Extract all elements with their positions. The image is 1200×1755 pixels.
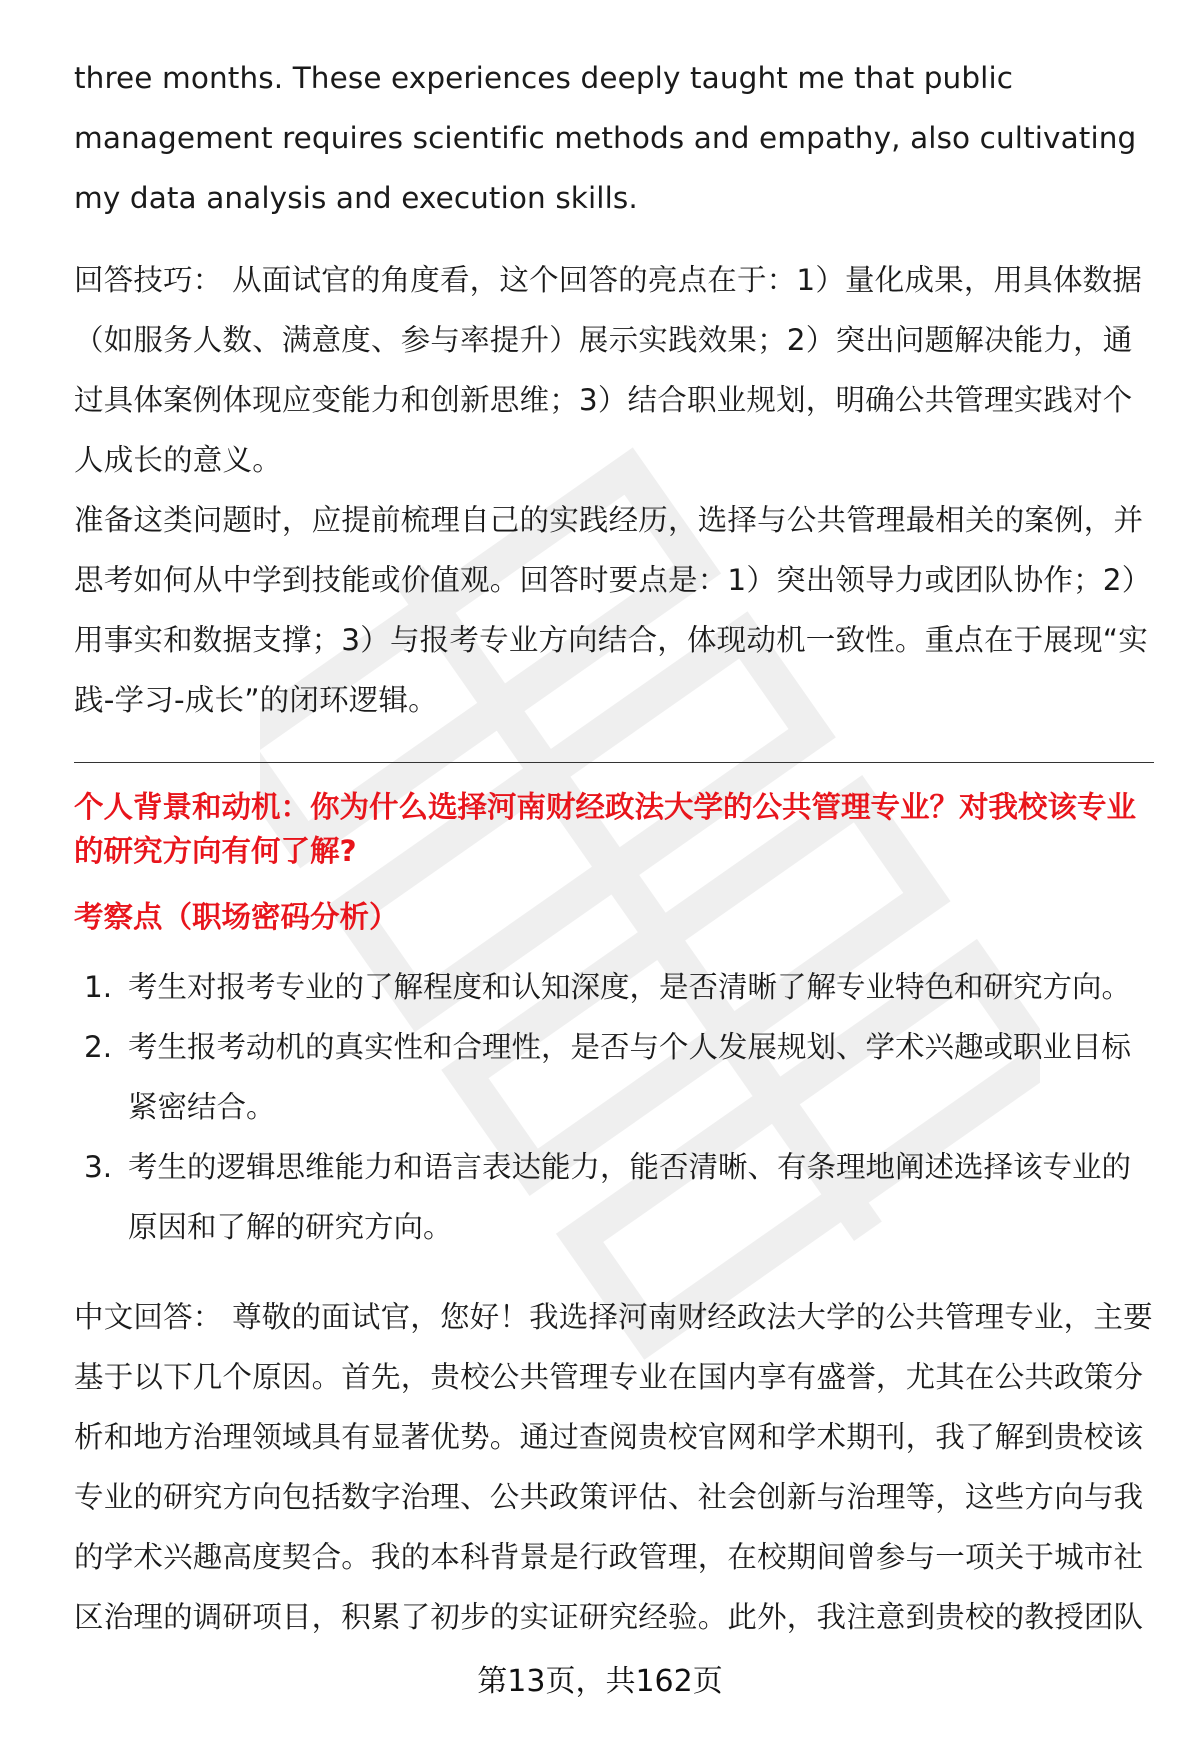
question-title: 个人背景和动机：你为什么选择河南财经政法大学的公共管理专业？对我校该专业的研究方向有何了解? — [74, 790, 1137, 868]
chinese-answer-paragraph: 中文回答： 尊敬的面试官，您好！我选择河南财经政法大学的公共管理专业，主要基于以下几个原因。首先，贵校公共管理专业在国内享有盛誉，尤其在公共政策分析和地方治理领域具有显著优势。通过查阅贵校官网和学术期刊，我了解到贵校该专业的研究方向包括数字治理、公共政策评估、社会创新与治理等，这些方向与我的学术兴趣高度契合。我的本科背景是行政管理，在校期间曾参与一项关于城市社区治理的调研项目，积累了初步的实证研究经验。此外，我注意到贵校的教授团队 — [74, 1300, 1153, 1634]
list-item-number: 3. — [84, 1150, 113, 1184]
list-item — [74, 1017, 1154, 1137]
list-item — [74, 957, 1154, 1017]
list-item-number: 1. — [84, 970, 113, 1004]
list-item-text: 考生的逻辑思维能力和语言表达能力，能否清晰、有条理地阐述选择该专业的原因和了解的研究方向。 — [128, 1150, 1132, 1244]
focus-heading: 考察点（职场密码分析） — [74, 900, 399, 934]
document-page — [74, 48, 1154, 1647]
list-item-text: 考生对报考专业的了解程度和认知深度，是否清晰了解专业特色和研究方向。 — [128, 970, 1132, 1004]
intro-paragraph: three months. These experiences deeply taught me that public management requires scientific methods and empathy, also cultivating my data analysis and execution skills. — [74, 61, 1137, 215]
focus-points-list — [74, 957, 1154, 1257]
preparation-paragraph: 准备这类问题时，应提前梳理自己的实践经历，选择与公共管理最相关的案例，并思考如何从中学到技能或价值观。回答时要点是：1）突出领导力或团队协作；2）用事实和数据支撑；3）与报考专业方向结合，体现动机一致性。重点在于展现“实践-学习-成长”的闭环逻辑。 — [74, 503, 1152, 717]
list-item-text: 考生报考动机的真实性和合理性，是否与个人发展规划、学术兴趣或职业目标紧密结合。 — [128, 1030, 1132, 1124]
list-item-number: 2. — [84, 1030, 113, 1064]
list-item — [74, 1137, 1154, 1257]
answer-tips-paragraph: 回答技巧： 从面试官的角度看，这个回答的亮点在于：1）量化成果，用具体数据（如服务人数、满意度、参与率提升）展示实践效果；2）突出问题解决能力，通过具体案例体现应变能力和创新思维；3）结合职业规划，明确公共管理实践对个人成长的意义。 — [74, 263, 1143, 477]
section-divider — [74, 762, 1154, 763]
page-number-footer: 第13页，共162页 — [477, 1664, 723, 1699]
